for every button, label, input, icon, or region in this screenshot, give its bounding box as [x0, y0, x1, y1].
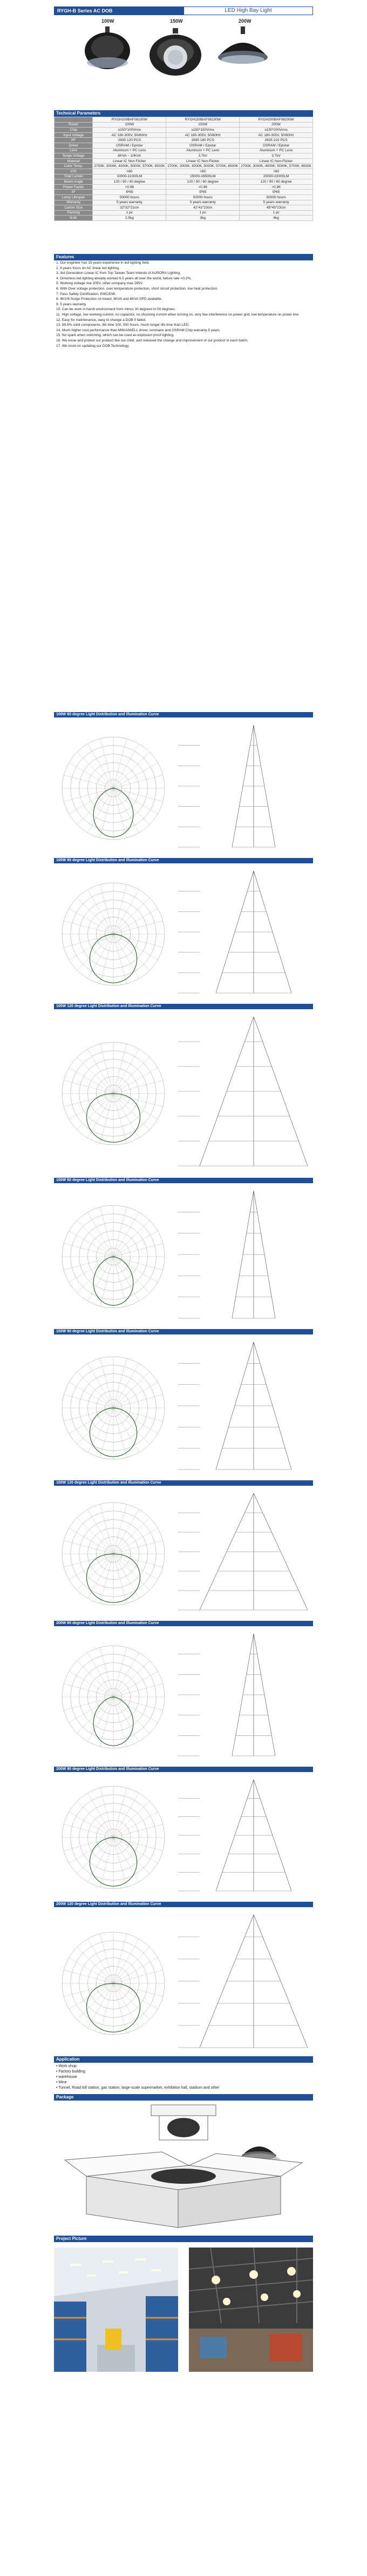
lamp-150w-image — [149, 28, 201, 76]
spec-key: Power — [55, 122, 93, 128]
spec-value: 1 pc — [240, 210, 313, 216]
spec-key: CRI — [55, 169, 93, 174]
spec-value: AC 180-305V, 50/60Hz — [240, 132, 313, 138]
spec-value: 32*32*21cm — [93, 205, 166, 211]
spec-key: Chip — [55, 128, 93, 133]
feature-item: 13. 99.9% solid components, life time 100, 000 hours, much longer life time than LED. — [56, 323, 190, 327]
spec-key: Driver — [55, 143, 93, 148]
illumination-cone — [178, 1780, 291, 1891]
spec-row — [55, 190, 313, 195]
spec-key: Beam Angle — [55, 179, 93, 185]
spec-row — [55, 179, 313, 185]
spec-key: PF — [55, 138, 93, 143]
lamp-200w-image — [218, 26, 268, 64]
spec-value: 3kg — [166, 216, 240, 221]
spec-value: >80 — [166, 169, 240, 174]
spec-key: Material — [55, 158, 93, 164]
features-title: Features — [54, 254, 313, 260]
spec-value: 120 / 90 / 60 degree — [166, 179, 240, 185]
spec-row — [55, 210, 313, 216]
spec-table — [54, 117, 313, 221]
ldc-diagram — [54, 1626, 313, 1761]
spec-value: 5 years warranty — [166, 200, 240, 205]
ldc-block — [54, 1178, 313, 1324]
ldc-title: 100W 90 degree Light Distribution and Illumination Curve — [54, 858, 313, 863]
page-header — [54, 6, 313, 15]
spec-value: OSRAM / Epistar — [93, 143, 166, 148]
spec-key: Power Factor — [55, 184, 93, 190]
spec-value: >80 — [93, 169, 166, 174]
spec-row — [55, 216, 313, 221]
package-illustration — [54, 2101, 313, 2230]
ldc-title: 150W 120 degree Light Distribution and Illumination Curve — [54, 1480, 313, 1486]
spec-value: >0.98 — [166, 184, 240, 190]
illumination-cone — [178, 1493, 308, 1610]
spec-value: Aluminum + PC Lens — [240, 148, 313, 153]
spec-value: 1 pc — [166, 210, 240, 216]
spec-row — [55, 184, 313, 190]
spec-value: ≥150*150Vrms — [166, 128, 240, 133]
series-title: RYGH-B Series AC DOB — [54, 6, 184, 15]
spec-row — [55, 153, 313, 159]
ldc-diagram — [54, 1907, 313, 2053]
product-title: LED High Bay Light — [184, 6, 313, 15]
spec-row — [55, 148, 313, 153]
spec-value: IP65 — [166, 190, 240, 195]
ldc-diagram — [54, 1183, 313, 1324]
spec-value: >0.98 — [240, 184, 313, 190]
ldc-block — [54, 1329, 313, 1475]
ldc-block — [54, 1767, 313, 1896]
spec-row — [55, 128, 313, 133]
ldc-title: 200W 60 degree Light Distribution and Illumination Curve — [54, 1621, 313, 1626]
spec-value: 2.5kg — [93, 216, 166, 221]
ldc-block — [54, 712, 313, 853]
illumination-cone — [178, 1342, 291, 1470]
feature-item: 7. Pass Safety Certification, EMC/EMI. — [56, 292, 117, 296]
ldc-title: 100W 120 degree Light Distribution and Illumination Curve — [54, 1004, 313, 1009]
spec-key: Warranty — [55, 200, 93, 205]
spec-key: Packing — [55, 210, 93, 216]
spec-value: 45*45*23cm — [240, 205, 313, 211]
spec-value: Linear IC Non-Flicker — [166, 158, 240, 164]
spec-value: RYGH150BAF08150W — [166, 117, 240, 123]
spec-row — [55, 169, 313, 174]
spec-value: 2700K, 3000K, 4000K, 5000K, 5700K, 6500K — [93, 164, 166, 169]
spec-value: 100W — [93, 122, 166, 128]
spec-value: 6KVA ~ 10KVA — [93, 153, 166, 159]
lamp-100w-label: 100W — [101, 18, 114, 24]
spec-value: RYGH100BAF08100W — [93, 117, 166, 123]
lamp-200w-label: 200W — [239, 18, 252, 24]
ldc-diagram — [54, 1772, 313, 1896]
product-images — [81, 18, 286, 99]
spec-value: Linear IC Non-Flicker — [240, 158, 313, 164]
feature-item: 2. 8 years focus on AC linear led lighting. — [56, 266, 120, 270]
spec-value: 10000-11000LM — [93, 174, 166, 179]
ldc-block — [54, 1621, 313, 1761]
ldc-diagram — [54, 1486, 313, 1615]
feature-item: 9. 5 years warranty. — [56, 302, 87, 306]
spec-value: 2835 210 PCS — [240, 138, 313, 143]
feature-item: 10. Can be work in harsh environment from minus 30 degrees to 50 degrees. — [56, 307, 176, 312]
feature-item: 6. With Over voltage protection, over temperature protection, short circuit protection, low heat protection. — [56, 286, 218, 291]
spec-value: AC 180-305V, 50/60Hz — [93, 132, 166, 138]
spec-row — [55, 158, 313, 164]
ldc-diagram — [54, 863, 313, 998]
application-list — [56, 2064, 310, 2091]
spec-value: >80 — [240, 169, 313, 174]
spec-value: 1 pc — [93, 210, 166, 216]
feature-item: 14. Much higher cost performance than MW/AIWELL driver, luminaire and OSRAM Chip warranty 5 years. — [56, 328, 221, 332]
application-item: • Factory building — [56, 2070, 85, 2074]
application-title: Application — [54, 2056, 313, 2063]
spec-value: ≥150*100Vrms — [93, 128, 166, 133]
spec-row — [55, 174, 313, 179]
spec-key: N.W. — [55, 216, 93, 221]
lamp-drawings — [81, 24, 286, 105]
ldc-block — [54, 1480, 313, 1615]
ldc-title: 100W 60 degree Light Distribution and Illumination Curve — [54, 712, 313, 717]
ldc-block — [54, 1004, 313, 1171]
application-item: • Tunnel, Road toll station, gas station, large-scale supermarket, exhibition hall, stadium and other — [56, 2086, 220, 2090]
feature-item: 12. Easy for maintenance, easy to change a DOB if failed. — [56, 318, 146, 322]
illumination-cone — [178, 1191, 275, 1318]
illumination-cone — [178, 725, 275, 847]
spec-row — [55, 164, 313, 169]
spec-value: 2835 120 PCS — [93, 138, 166, 143]
feature-item: 5. Working voltage rise 305V, other company max 285V. — [56, 281, 144, 286]
spec-row — [55, 194, 313, 200]
feature-item: 17. We insist on updating our DOB Technology. — [56, 344, 130, 348]
spec-key: Input Voltage — [55, 132, 93, 138]
lamp-150w-label: 150W — [170, 18, 183, 24]
spec-key: Lamp Lifespan — [55, 194, 93, 200]
spec-key: Total Lumen — [55, 174, 93, 179]
feature-item: 15. No spark when switching, which can be used as explosion proof lighting. — [56, 333, 174, 338]
spec-row — [55, 117, 313, 123]
application-item: • warehouse — [56, 2075, 77, 2079]
spec-value: 3.7kV — [240, 153, 313, 159]
spec-row — [55, 205, 313, 211]
illumination-cone — [178, 871, 291, 993]
ldc-diagram — [54, 717, 313, 853]
ldc-title: 200W 120 degree Light Distribution and Illumination Curve — [54, 1902, 313, 1907]
package-title: Package — [54, 2094, 313, 2101]
spec-value: 4kg — [240, 216, 313, 221]
spec-row — [55, 132, 313, 138]
spec-value: RYGH200BAF08200W — [240, 117, 313, 123]
technical-parameters-title: Technical Parameters — [54, 110, 313, 117]
feature-item: 16. We know and protect our product like our child, and released the change and improvement of our product in each batch. — [56, 338, 248, 343]
spec-value: 15000-16500LM — [166, 174, 240, 179]
ldc-block — [54, 1902, 313, 2053]
lamp-100w-image — [85, 26, 130, 69]
spec-value: 120 / 90 / 60 degree — [240, 179, 313, 185]
spec-key: Surge Voltage — [55, 153, 93, 159]
application-item: • Mine — [56, 2081, 67, 2084]
spec-value: 2835 180 PCS — [166, 138, 240, 143]
spec-value: Linear IC Non-Flicker — [93, 158, 166, 164]
spec-value: OSRAM / Epistar — [240, 143, 313, 148]
spec-value: IP65 — [93, 190, 166, 195]
spec-value: 3.7kV — [166, 153, 240, 159]
feature-item: 1. Our engineer has 15 years experience in led lighting field. — [56, 261, 150, 265]
spec-value: ≥150*200Vrms — [240, 128, 313, 133]
project-picture-title: Project Picture — [54, 2236, 313, 2242]
spec-value: 5 years warranty — [93, 200, 166, 205]
spec-row — [55, 122, 313, 128]
spec-value: >0.98 — [93, 184, 166, 190]
spec-key — [55, 117, 93, 123]
illumination-cone — [178, 1017, 308, 1166]
ldc-diagram — [54, 1009, 313, 1171]
spec-row — [55, 143, 313, 148]
spec-value: 20000-22000LM — [240, 174, 313, 179]
features-list — [56, 260, 310, 348]
spec-key: IP — [55, 190, 93, 195]
feature-item: 4. Driverless led lighting already worked 6.5 years all over the world, failure rate <0.2%. — [56, 276, 192, 280]
spec-value: IP65 — [240, 190, 313, 195]
spec-value: 50000 hours — [93, 194, 166, 200]
project-photo-warehouse — [54, 2248, 178, 2372]
spec-row — [55, 200, 313, 205]
spec-key: Color Temp. — [55, 164, 93, 169]
illumination-cone — [178, 1915, 308, 2048]
spec-value: 5 years warranty — [240, 200, 313, 205]
spec-value: 41*41*23cm — [166, 205, 240, 211]
illumination-cone — [178, 1634, 275, 1756]
spec-value: 2700K, 3000K, 4000K, 5000K, 5700K, 6500K — [240, 164, 313, 169]
spec-value: 2700K, 3000K, 4000K, 5000K, 5700K, 6500K — [166, 164, 240, 169]
spec-key: Carton Size — [55, 205, 93, 211]
ldc-diagram — [54, 1334, 313, 1475]
spec-value: AC 180-305V, 50/60Hz — [166, 132, 240, 138]
spec-value: 150W — [166, 122, 240, 128]
spec-value: 50000 hours — [240, 194, 313, 200]
ldc-title: 150W 60 degree Light Distribution and Illumination Curve — [54, 1178, 313, 1183]
spec-value: 50000 hours — [166, 194, 240, 200]
spec-value: OSRAM / Epistar — [166, 143, 240, 148]
application-item: • Work shop — [56, 2064, 77, 2068]
feature-item: 3. 3rd Generation Linear IC from Top Taiwan Team Intends of AURORA Lighting. — [56, 271, 181, 276]
spec-value: Aluminum + PC Lens — [166, 148, 240, 153]
spec-value: Aluminum + PC Lens — [93, 148, 166, 153]
project-photo-hall — [189, 2248, 313, 2372]
ldc-block — [54, 858, 313, 998]
ldc-title: 150W 90 degree Light Distribution and Illumination Curve — [54, 1329, 313, 1334]
feature-item: 8. 4KV/6 Surge Protection on board, 6KVA and 8KVA SPD available. — [56, 297, 162, 301]
spec-key: Lens — [55, 148, 93, 153]
spec-value: 200W — [240, 122, 313, 128]
ldc-title: 200W 90 degree Light Distribution and Illumination Curve — [54, 1767, 313, 1772]
spec-row — [55, 138, 313, 143]
spec-value: 120 / 90 / 60 degree — [93, 179, 166, 185]
feature-item: 11. High voltage, low working current, no capacitor, no shocking current when turning on, very few interference on power grid, low temperature on power line. — [56, 312, 300, 317]
